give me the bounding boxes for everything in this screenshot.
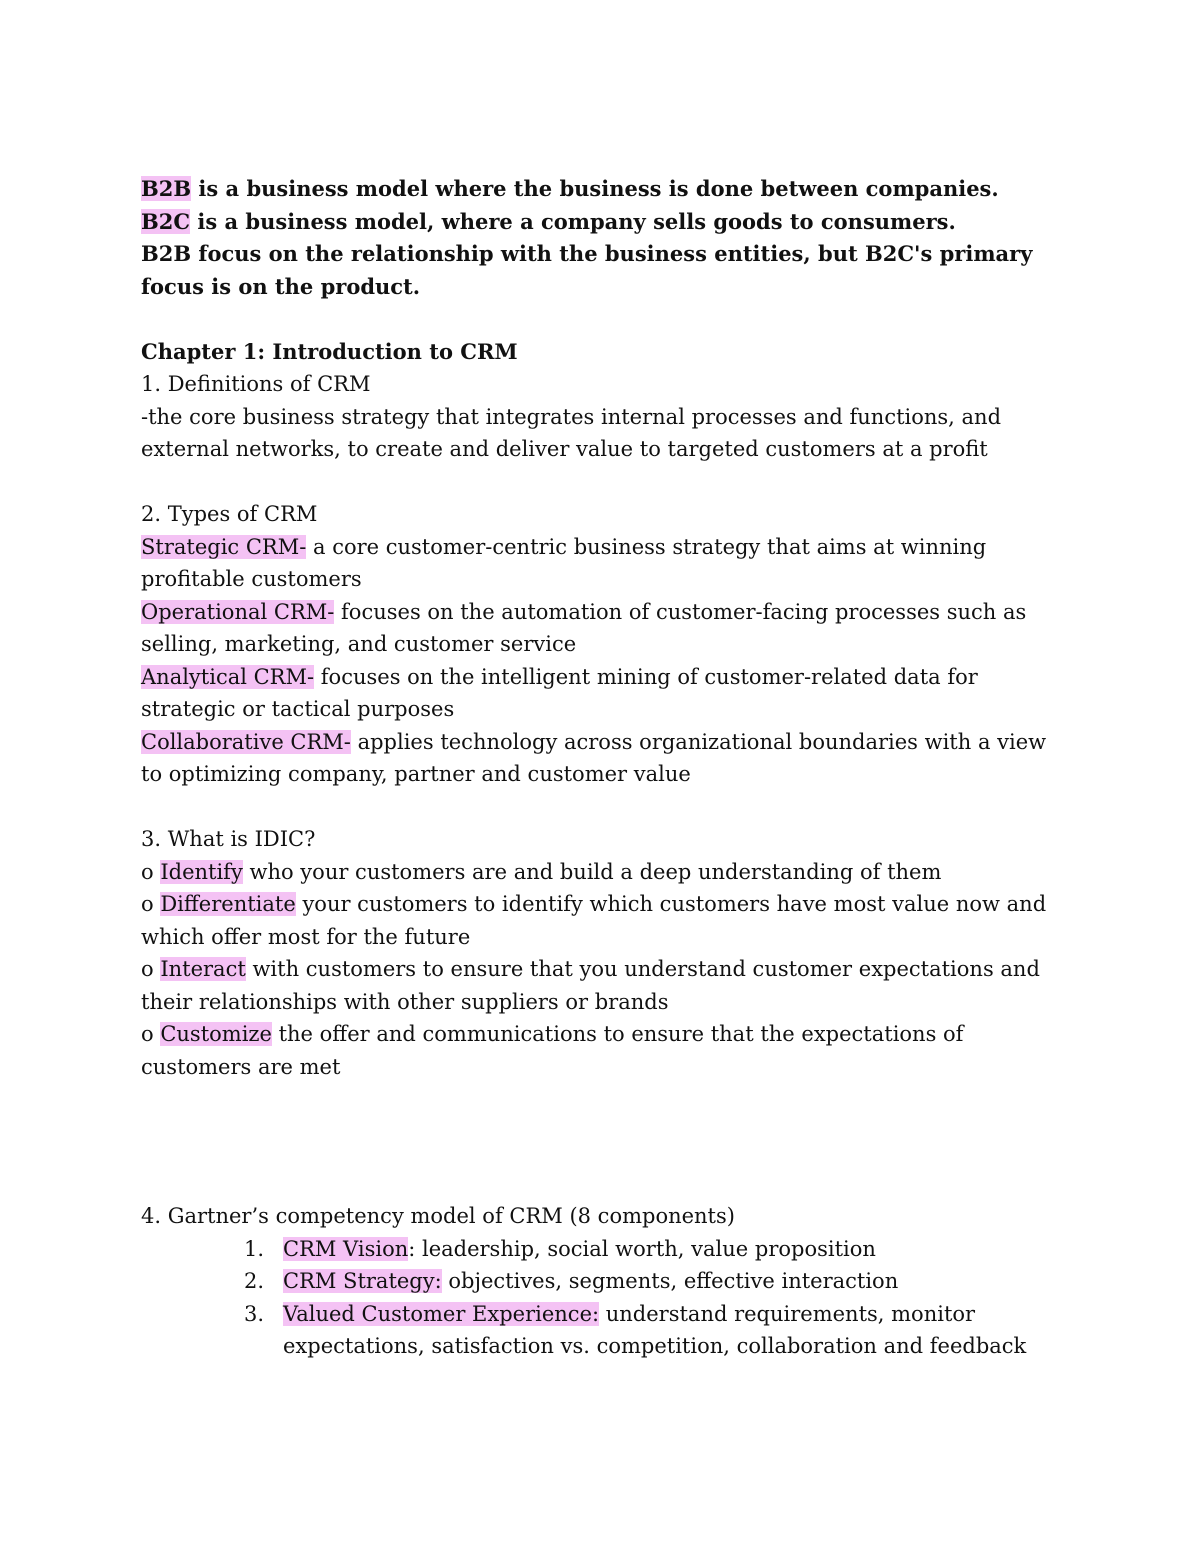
list-number: 1. (244, 1236, 265, 1261)
idic-item (141, 1018, 1066, 1083)
definitions-heading: 1. Definitions of CRM (141, 372, 371, 396)
document-body (141, 173, 1066, 1363)
gartner-text: understand requirements, monitor expectations, satisfaction vs. competition, collaboration and feedback (283, 1301, 1027, 1358)
gartner-text: : leadership, social worth, value proposition (408, 1236, 876, 1261)
idic-text: who your customers are and build a deep understanding of them (242, 859, 942, 884)
gartner-heading: 4. Gartner’s competency model of CRM (8 components) (141, 1204, 735, 1228)
gartner-item (141, 1265, 1066, 1298)
idic-text: the offer and communications to ensure that the expectations of customers are met (141, 1022, 964, 1079)
idic-item (141, 953, 1066, 1018)
b2b-definition (141, 173, 1066, 206)
gartner-term: CRM Strategy: (283, 1269, 442, 1293)
chapter-title: Chapter 1: Introduction to CRM (141, 338, 518, 364)
idic-item (141, 888, 1066, 953)
gartner-term: CRM Vision (283, 1236, 409, 1261)
idic-term: Identify (160, 859, 243, 884)
idic-heading: 3. What is IDIC? (141, 827, 316, 851)
focus-comparison: B2B focus on the relationship with the business entities, but B2C's primary focus is on the product. (141, 241, 1033, 299)
list-number: 2. (244, 1269, 265, 1293)
idic-item (141, 856, 1066, 889)
idic-term: Customize (160, 1022, 272, 1046)
type-item (141, 531, 1066, 596)
b2b-term: B2B (141, 176, 192, 201)
list-number: 3. (244, 1301, 265, 1326)
gartner-list (141, 1233, 1066, 1363)
type-item (141, 661, 1066, 726)
type-text: applies technology across organizational boundaries with a view to optimizing company, partner and customer value (141, 729, 1047, 786)
type-text: a core customer-centric business strategy that aims at winning profitable customers (141, 534, 987, 591)
type-item (141, 596, 1066, 661)
gartner-item (141, 1233, 1066, 1266)
idic-term: Differentiate (160, 892, 296, 916)
b2c-text: is a business model, where a company sells goods to consumers. (190, 208, 956, 234)
bullet-marker: o (141, 957, 161, 981)
type-term: Operational CRM- (141, 599, 335, 624)
gartner-item (141, 1298, 1066, 1363)
type-item (141, 726, 1066, 791)
bullet-marker: o (141, 892, 161, 916)
b2b-text: is a business model where the business is done between companies. (191, 176, 999, 201)
definitions-text: -the core business strategy that integrates internal processes and functions, and external networks, to create and deliver value to targeted customers at a profit (141, 404, 1002, 461)
type-term: Collaborative CRM- (141, 729, 351, 754)
idic-text: your customers to identify which customers have most value now and which offer most for the future (141, 892, 1047, 949)
bullet-marker: o (141, 1022, 161, 1046)
gartner-term: Valued Customer Experience: (283, 1301, 600, 1326)
idic-text: with customers to ensure that you understand customer expectations and their relationships with other suppliers or brands (141, 957, 1040, 1014)
gartner-text: objectives, segments, effective interaction (441, 1269, 899, 1293)
idic-term: Interact (160, 957, 246, 981)
types-heading: 2. Types of CRM (141, 502, 318, 526)
type-text: focuses on the automation of customer-facing processes such as selling, marketing, and customer service (141, 599, 1027, 656)
type-term: Strategic CRM- (141, 534, 307, 559)
type-term: Analytical CRM- (141, 664, 315, 689)
b2c-definition (141, 206, 1066, 239)
type-text: focuses on the intelligent mining of customer-related data for strategic or tactical purposes (141, 664, 978, 721)
b2c-term: B2C (141, 208, 191, 234)
bullet-marker: o (141, 859, 161, 884)
